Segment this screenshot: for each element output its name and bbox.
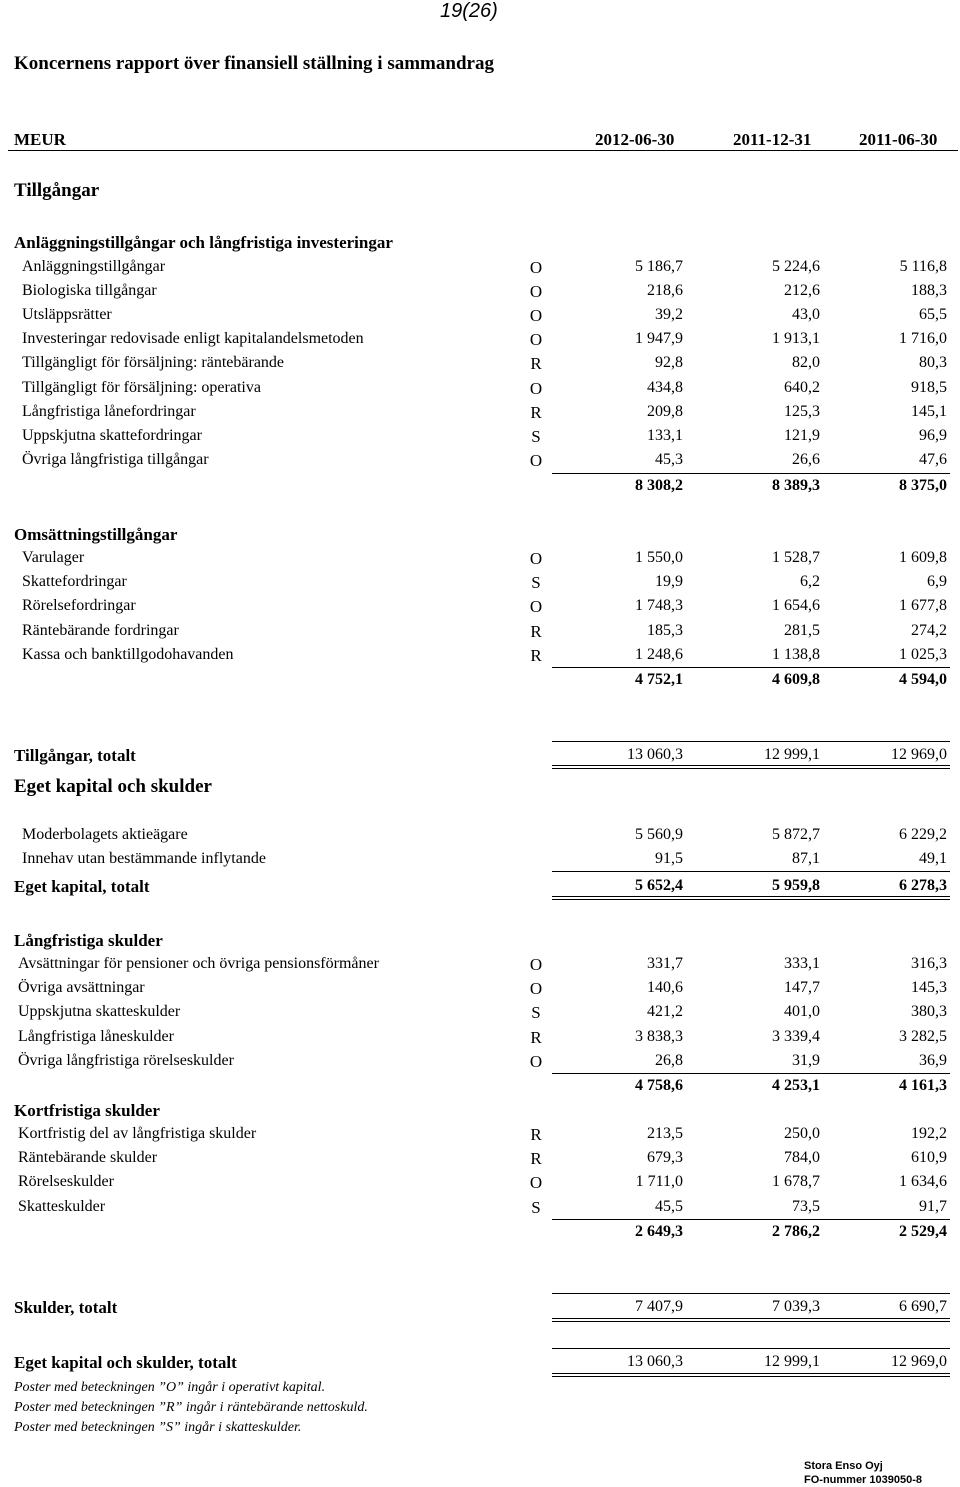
value-cell: 250,0 (784, 1125, 820, 1142)
row-label: Moderbolagets aktieägare (22, 826, 188, 843)
row-label: Räntebärande fordringar (22, 621, 179, 639)
value-cell: 26,6 (792, 450, 820, 468)
value-cell: 610,9 (911, 1149, 947, 1167)
subtotal-value: 8 375,0 (899, 477, 947, 494)
row-code: O (529, 306, 543, 326)
subtotal-line (552, 871, 950, 872)
subsection-heading: Långfristiga skulder (14, 931, 163, 950)
subtotal-line (552, 1073, 950, 1074)
subsection-heading: Kortfristiga skulder (14, 1101, 160, 1120)
row-label: Övriga långfristiga rörelseskulder (18, 1051, 234, 1069)
company-name: Stora Enso Oyj (804, 1460, 883, 1472)
value-cell: 1 025,3 (899, 645, 947, 663)
value-cell: 1 550,0 (635, 549, 683, 566)
double-underline-top (552, 1373, 950, 1374)
value-cell: 380,3 (911, 1003, 947, 1021)
value-cell: 209,8 (647, 402, 683, 420)
total-value: 6 690,7 (899, 1298, 947, 1315)
subtotal-line (552, 1219, 950, 1220)
value-cell: 421,2 (647, 1003, 683, 1021)
row-label: Tillgängligt för försäljning: räntebärande (22, 354, 285, 372)
subtotal-line (552, 473, 950, 474)
value-cell: 133,1 (647, 426, 683, 444)
column-header: 2011-06-30 (859, 130, 938, 149)
total-value: 5 652,4 (635, 877, 683, 894)
value-cell: 82,0 (792, 354, 820, 372)
row-code: R (530, 645, 542, 665)
subtotal-value: 4 594,0 (899, 671, 947, 688)
section-heading-assets: Tillgångar (14, 180, 100, 201)
total-value: 12 999,1 (764, 746, 820, 763)
value-cell: 19,9 (655, 573, 683, 591)
value-cell: 73,5 (792, 1197, 820, 1215)
value-cell: 65,5 (919, 306, 947, 324)
value-cell: 316,3 (911, 955, 947, 972)
footnote: Poster med beteckningen ”S” ingår i skatteskulder. (14, 1420, 302, 1435)
value-cell: 1 634,6 (899, 1173, 947, 1191)
total-top-rule (552, 1348, 950, 1349)
value-cell: 1 947,9 (635, 330, 683, 348)
value-cell: 1 748,3 (635, 597, 683, 615)
value-cell: 1 654,6 (772, 597, 820, 615)
row-code: O (529, 549, 543, 568)
row-label: Rörelseskulder (18, 1173, 114, 1191)
column-header: 2012-06-30 (595, 130, 675, 149)
row-code: O (529, 979, 543, 999)
double-underline-top (552, 896, 950, 897)
value-cell: 5 872,7 (772, 826, 820, 843)
value-cell: 1 711,0 (635, 1173, 683, 1191)
row-code: O (529, 330, 543, 350)
value-cell: 3 339,4 (772, 1027, 820, 1045)
value-cell: 1 609,8 (899, 549, 947, 566)
subtotal-value: 4 253,1 (772, 1077, 820, 1094)
subtotal-line (552, 667, 950, 668)
value-cell: 1 138,8 (772, 645, 820, 663)
value-cell: 145,3 (911, 979, 947, 997)
value-cell: 6,2 (800, 573, 820, 591)
row-label: Långfristiga låneskulder (18, 1027, 174, 1045)
subsection-heading: Anläggningstillgångar och långfristiga investeringar (14, 233, 393, 252)
row-code: S (531, 573, 541, 593)
value-cell: 96,9 (919, 426, 947, 444)
value-cell: 401,0 (784, 1003, 820, 1021)
value-cell: 87,1 (792, 850, 820, 867)
footnote: Poster med beteckningen ”R” ingår i räntebärande nettoskuld. (14, 1400, 368, 1415)
double-underline-top (552, 1318, 950, 1319)
value-cell: 1 913,1 (772, 330, 820, 348)
double-underline-top (552, 765, 950, 766)
value-cell: 640,2 (784, 378, 820, 396)
subtotal-value: 4 752,1 (635, 671, 683, 688)
value-cell: 91,5 (655, 850, 683, 867)
value-cell: 1 528,7 (772, 549, 820, 566)
value-cell: 147,7 (784, 979, 820, 997)
value-cell: 121,9 (784, 426, 820, 444)
value-cell: 45,3 (655, 450, 683, 468)
value-cell: 5 116,8 (899, 258, 947, 275)
total-top-rule (552, 741, 950, 742)
row-code: O (529, 450, 543, 470)
value-cell: 80,3 (919, 354, 947, 372)
column-header: 2011-12-31 (733, 130, 812, 149)
row-code: O (529, 282, 543, 302)
page-title: Koncernens rapport över finansiell ställning i sammandrag (14, 53, 494, 74)
total-value: 13 060,3 (627, 746, 683, 763)
subtotal-value: 2 786,2 (772, 1223, 820, 1240)
value-cell: 192,2 (911, 1125, 947, 1142)
value-cell: 125,3 (784, 402, 820, 420)
total-value: 5 959,8 (772, 877, 820, 894)
value-cell: 5 186,7 (635, 258, 683, 275)
value-cell: 918,5 (911, 378, 947, 396)
total-top-rule (552, 1293, 950, 1294)
row-code: S (531, 426, 541, 446)
subtotal-value: 4 609,8 (772, 671, 820, 688)
value-cell: 3 282,5 (899, 1027, 947, 1045)
value-cell: 91,7 (919, 1197, 947, 1215)
value-cell: 45,5 (655, 1197, 683, 1215)
value-cell: 6,9 (927, 573, 947, 591)
row-label: Uppskjutna skatteskulder (18, 1003, 181, 1021)
total-value: 7 039,3 (772, 1298, 820, 1315)
org-number: FO-nummer 1039050-8 (804, 1474, 922, 1486)
value-cell: 188,3 (911, 282, 947, 300)
row-label: Varulager (22, 549, 85, 566)
value-cell: 31,9 (792, 1051, 820, 1069)
section-heading-equity-liabilities: Eget kapital och skulder (14, 776, 212, 797)
row-code: O (529, 597, 543, 617)
value-cell: 26,8 (655, 1051, 683, 1069)
row-code: R (530, 1027, 542, 1047)
row-code: R (530, 402, 542, 422)
total-value: 13 060,3 (627, 1353, 683, 1370)
row-code: R (530, 354, 542, 374)
double-underline-bottom (552, 1321, 950, 1322)
value-cell: 1 678,7 (772, 1173, 820, 1191)
page-number: 19(26) (440, 0, 498, 22)
row-label: Anläggningstillgångar (22, 258, 166, 275)
grand-total-label: Eget kapital och skulder, totalt (14, 1353, 237, 1372)
value-cell: 218,6 (647, 282, 683, 300)
row-label: Investeringar redovisade enligt kapitalandelsmetoden (22, 330, 364, 348)
value-cell: 36,9 (919, 1051, 947, 1069)
value-cell: 434,8 (647, 378, 683, 396)
footnote: Poster med beteckningen ”O” ingår i operativt kapital. (14, 1380, 326, 1395)
value-cell: 49,1 (919, 850, 947, 867)
row-label: Kassa och banktillgodohavanden (22, 645, 234, 663)
value-cell: 1 248,6 (635, 645, 683, 663)
row-label: Långfristiga lånefordringar (22, 402, 196, 420)
value-cell: 140,6 (647, 979, 683, 997)
row-label: Biologiska tillgångar (22, 282, 157, 300)
value-cell: 5 560,9 (635, 826, 683, 843)
value-cell: 333,1 (784, 955, 820, 972)
unit-label: MEUR (14, 130, 66, 149)
value-cell: 145,1 (911, 402, 947, 420)
value-cell: 185,3 (647, 621, 683, 639)
row-label: Skatteskulder (18, 1197, 106, 1215)
total-value: 12 999,1 (764, 1353, 820, 1370)
value-cell: 679,3 (647, 1149, 683, 1167)
subtotal-value: 8 389,3 (772, 477, 820, 494)
total-value: 12 969,0 (891, 746, 947, 763)
value-cell: 274,2 (911, 621, 947, 639)
row-label: Utsläppsrätter (22, 306, 112, 324)
equity-total-label: Eget kapital, totalt (14, 877, 150, 896)
row-label: Rörelsefordringar (22, 597, 136, 615)
value-cell: 6 229,2 (899, 826, 947, 843)
row-code: R (530, 1125, 542, 1144)
subtotal-value: 2 529,4 (899, 1223, 947, 1240)
row-label: Tillgängligt för försäljning: operativa (22, 378, 261, 396)
double-underline-bottom (552, 768, 950, 769)
value-cell: 331,7 (647, 955, 683, 972)
row-code: O (529, 1173, 543, 1193)
row-code: O (529, 955, 543, 974)
subsection-heading: Omsättningstillgångar (14, 525, 178, 544)
row-label: Kortfristig del av långfristiga skulder (18, 1125, 257, 1142)
row-code: O (529, 378, 543, 398)
row-code: R (530, 1149, 542, 1169)
row-label: Räntebärande skulder (18, 1149, 158, 1167)
value-cell: 1 716,0 (899, 330, 947, 348)
total-value: 6 278,3 (899, 877, 947, 894)
value-cell: 784,0 (784, 1149, 820, 1167)
value-cell: 213,5 (647, 1125, 683, 1142)
row-label: Innehav utan bestämmande inflytande (22, 850, 266, 867)
value-cell: 5 224,6 (772, 258, 820, 275)
value-cell: 43,0 (792, 306, 820, 324)
value-cell: 47,6 (919, 450, 947, 468)
row-label: Övriga långfristiga tillgångar (22, 450, 209, 468)
row-code: S (531, 1197, 541, 1217)
value-cell: 92,8 (655, 354, 683, 372)
row-label: Skattefordringar (22, 573, 127, 591)
value-cell: 1 677,8 (899, 597, 947, 615)
total-value: 12 969,0 (891, 1353, 947, 1370)
value-cell: 281,5 (784, 621, 820, 639)
row-label: Uppskjutna skattefordringar (22, 426, 202, 444)
subtotal-value: 4 758,6 (635, 1077, 683, 1094)
total-value: 7 407,9 (635, 1298, 683, 1315)
row-label: Övriga avsättningar (18, 979, 145, 997)
row-label: Avsättningar för pensioner och övriga pensionsförmåner (18, 955, 379, 972)
header-rule (8, 150, 958, 151)
row-code: O (529, 258, 543, 277)
assets-total-label: Tillgångar, totalt (14, 746, 136, 765)
subtotal-value: 2 649,3 (635, 1223, 683, 1240)
value-cell: 212,6 (784, 282, 820, 300)
double-underline-bottom (552, 899, 950, 900)
subtotal-value: 4 161,3 (899, 1077, 947, 1094)
row-code: R (530, 621, 542, 641)
value-cell: 39,2 (655, 306, 683, 324)
subtotal-value: 8 308,2 (635, 477, 683, 494)
row-code: O (529, 1051, 543, 1071)
row-code: S (531, 1003, 541, 1023)
liabilities-total-label: Skulder, totalt (14, 1298, 118, 1317)
value-cell: 3 838,3 (635, 1027, 683, 1045)
double-underline-bottom (552, 1376, 950, 1377)
